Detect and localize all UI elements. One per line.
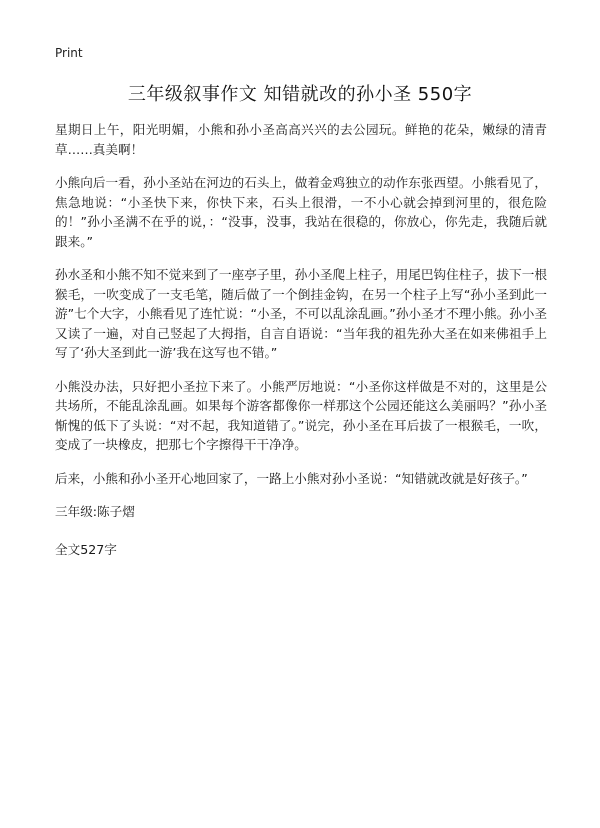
print-link[interactable]: Print <box>55 46 83 60</box>
paragraph-5: 后来，小熊和孙小圣开心地回家了，一路上小熊对孙小圣说：“知错就改就是好孩子。” <box>55 470 528 486</box>
word-count: 全文527字 <box>55 541 117 557</box>
paragraph-4: 小熊没办法，只好把小圣拉下来了。小熊严厉地说：“小圣你这样做是不对的，这里是公共场所，不能乱涂乱画。如果每个游客都像你一样那这个公园还能这么美丽吗？”孙小圣惭愧的低下了头说：“对不起，我知道错了。”说完，孙小圣在耳后拔了一根猴毛，一吹，变成了一块橡皮，把那七个字擦得干干净净。 <box>55 378 547 452</box>
author-line: 三年级:陈子熠 <box>55 504 135 519</box>
paragraph-1: 星期日上午，阳光明媚，小熊和孙小圣高高兴兴的去公园玩。鲜艳的花朵，嫩绿的清青草……真美啊！ <box>55 122 547 157</box>
paragraph-3: 孙水圣和小熊不知不觉来到了一座亭子里，孙小圣爬上柱子，用尾巴钩住柱子，拔下一根猴毛，一吹变成了一支毛笔，随后做了一个倒挂金钩，在另一个柱子上写“孙小圣到此一游”七个大字，小熊看见了连忙说：“小圣，不可以乱涂乱画。”孙小圣才不理小熊。孙小圣又读了一遍，对自己竖起了大拇指，自言自语说：“当年我的祖先孙大圣在如来佛祖手上写了‘孙大圣到此一游’我在这写也不错。” <box>55 267 547 360</box>
article-body <box>55 120 547 577</box>
article-title: 三年级叙事作文 知错就改的孙小圣 550字 <box>127 84 473 105</box>
paragraph-2: 小熊向后一看，孙小圣站在河边的石头上，做着金鸡独立的动作东张西望。小熊看见了，焦急地说：“小圣快下来，你快下来，石头上很滑，一不小心就会掉到河里的，很危险的！”孙小圣满不在乎的说，：“没事，没事，我站在很稳的，你放心，你先走，我随后就跟来。” <box>55 175 547 249</box>
